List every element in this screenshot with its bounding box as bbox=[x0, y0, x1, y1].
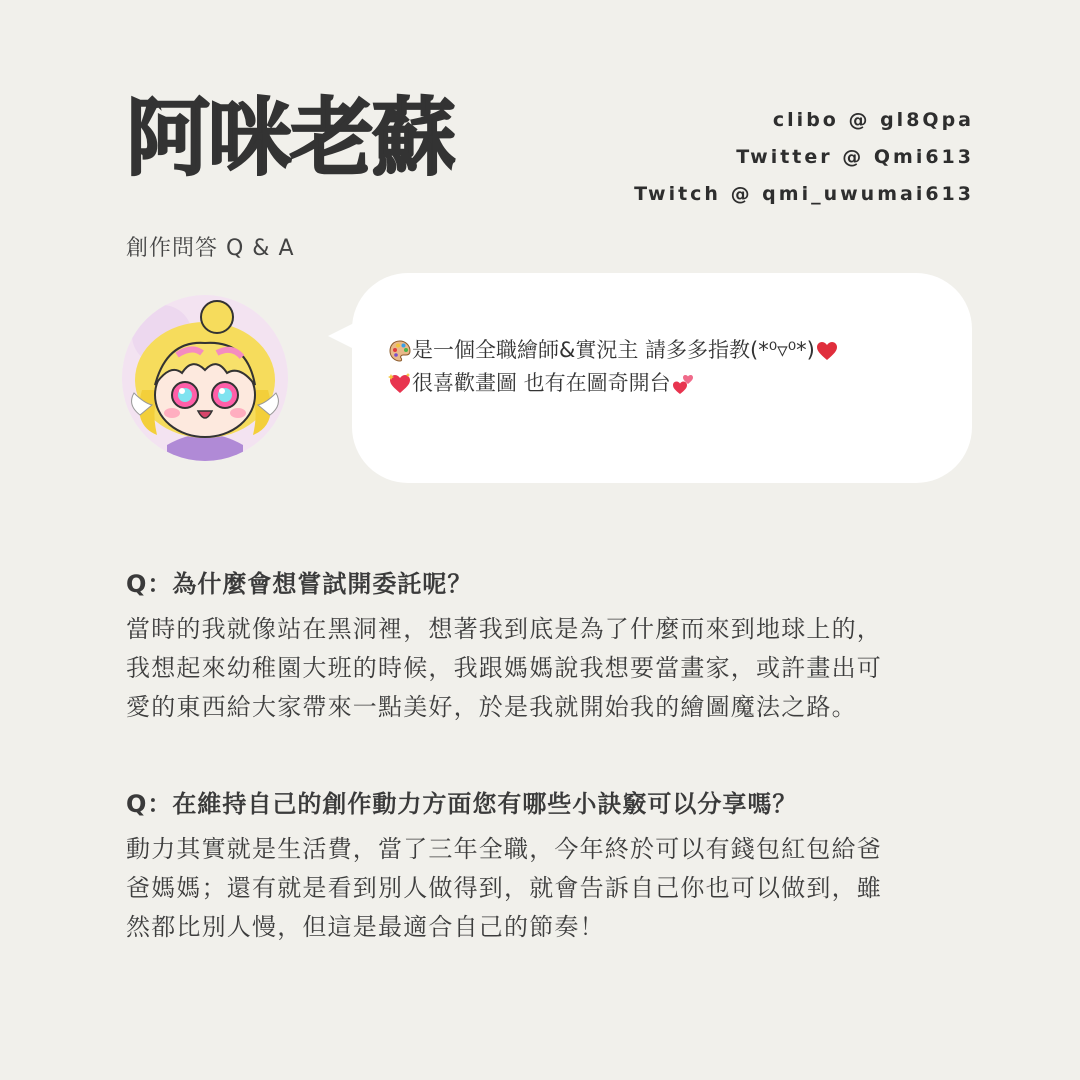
intro-line-1-text: 是一個全職繪師&實況主 請多多指教(*⁰▿⁰*) bbox=[412, 338, 815, 362]
social-twitch: Twitch @ qmi_uwumai613 bbox=[634, 183, 974, 205]
social-handles bbox=[634, 108, 974, 219]
sparkling-heart-icon bbox=[388, 372, 412, 396]
intro-line-2 bbox=[388, 367, 839, 400]
page-subtitle: 創作問答 Q & A bbox=[126, 236, 295, 261]
intro-line-2-text: 很喜歡畫圖 也有在圖奇開台 bbox=[412, 371, 671, 395]
speech-bubble-tail bbox=[328, 322, 356, 350]
question-2: Q：在維持自己的創作動力方面您有哪些小訣竅可以分享嗎？ bbox=[126, 790, 798, 818]
social-clibo: clibo @ gl8Qpa bbox=[772, 109, 974, 131]
question-1: Q：為什麼會想嘗試開委託呢？ bbox=[126, 570, 473, 598]
avatar bbox=[122, 295, 288, 461]
palette-icon bbox=[388, 339, 412, 363]
answer-2-line-3: 然都比別人慢，但這是最適合自己的節奏！ bbox=[126, 913, 605, 941]
intro-text bbox=[388, 334, 839, 400]
two-hearts-icon bbox=[671, 372, 695, 396]
page-title: 阿咪老蘇 bbox=[126, 89, 455, 187]
social-twitter: Twitter @ Qmi613 bbox=[736, 146, 974, 168]
answer-2-line-2: 爸媽媽；還有就是看到別人做得到，就會告訴自己你也可以做到，雖 bbox=[126, 874, 882, 902]
red-heart-icon bbox=[815, 339, 839, 363]
answer-1-line-3: 愛的東西給大家帶來一點美好，於是我就開始我的繪圖魔法之路。 bbox=[126, 693, 857, 721]
answer-1-line-1: 當時的我就像站在黑洞裡，想著我到底是為了什麼而來到地球上的， bbox=[126, 615, 882, 643]
avatar-illustration bbox=[122, 295, 288, 461]
answer-2-line-1: 動力其實就是生活費，當了三年全職，今年終於可以有錢包紅包給爸 bbox=[126, 835, 882, 863]
answer-2 bbox=[126, 830, 966, 947]
answer-1 bbox=[126, 610, 966, 727]
answer-1-line-2: 我想起來幼稚園大班的時候，我跟媽媽說我想要當畫家，或許畫出可 bbox=[126, 654, 882, 682]
intro-line-1 bbox=[388, 334, 839, 367]
